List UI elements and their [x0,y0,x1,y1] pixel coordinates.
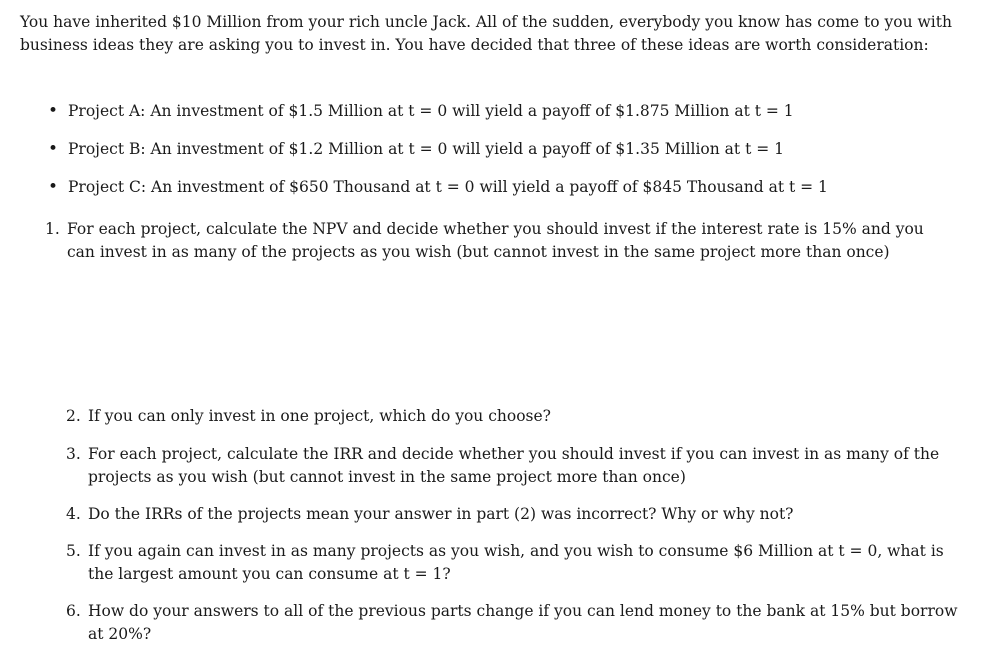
question-number: 5. [66,542,81,560]
project-b-item: • Project B: An investment of $1.2 Million at t = 0 will yield a payoff of $1.35 Million at t = 1 [48,138,828,176]
intro-paragraph: You have inherited $10 Million from your rich uncle Jack. All of the sudden, everybody you know has come to you with business ideas they are asking you to invest in. You have decided that three of these ideas are worth consideration: [20,13,952,54]
question-text: For each project, calculate the NPV and decide whether you should invest if the interest rate is 15% and you can invest in as many of the projects as you wish (but cannot invest in the same project more than once) [67,220,924,261]
question-number: 2. [66,407,81,425]
project-list [48,100,828,214]
question-number: 6. [66,602,81,620]
question-number: 4. [66,505,81,523]
question-text: How do your answers to all of the previous parts change if you can lend money to the bank at 15% but borrow at 20%? [88,602,958,643]
question-6 [66,600,968,646]
question-text: For each project, calculate the IRR and decide whether you should invest if you can invest in as many of the projects as you wish (but cannot invest in the same project more than once) [88,445,940,486]
project-c-item: • Project C: An investment of $650 Thousand at t = 0 will yield a payoff of $845 Thousand at t = 1 [48,176,828,214]
question-number: 3. [66,445,81,463]
question-number: 1. [45,220,60,238]
question-1 [45,218,947,264]
project-a-item: • Project A: An investment of $1.5 Million at t = 0 will yield a payoff of $1.875 Million at t = 1 [48,100,828,138]
question-text: If you can only invest in one project, which do you choose? [88,407,551,425]
question-text: If you again can invest in as many projects as you wish, and you wish to consume $6 Million at t = 0, what is the largest amount you can consume at t = 1? [88,542,944,583]
question-5 [66,540,968,586]
question-2 [66,405,968,428]
question-4 [66,503,968,526]
question-3 [66,443,968,489]
question-text: Do the IRRs of the projects mean your answer in part (2) was incorrect? Why or why not? [88,505,794,523]
